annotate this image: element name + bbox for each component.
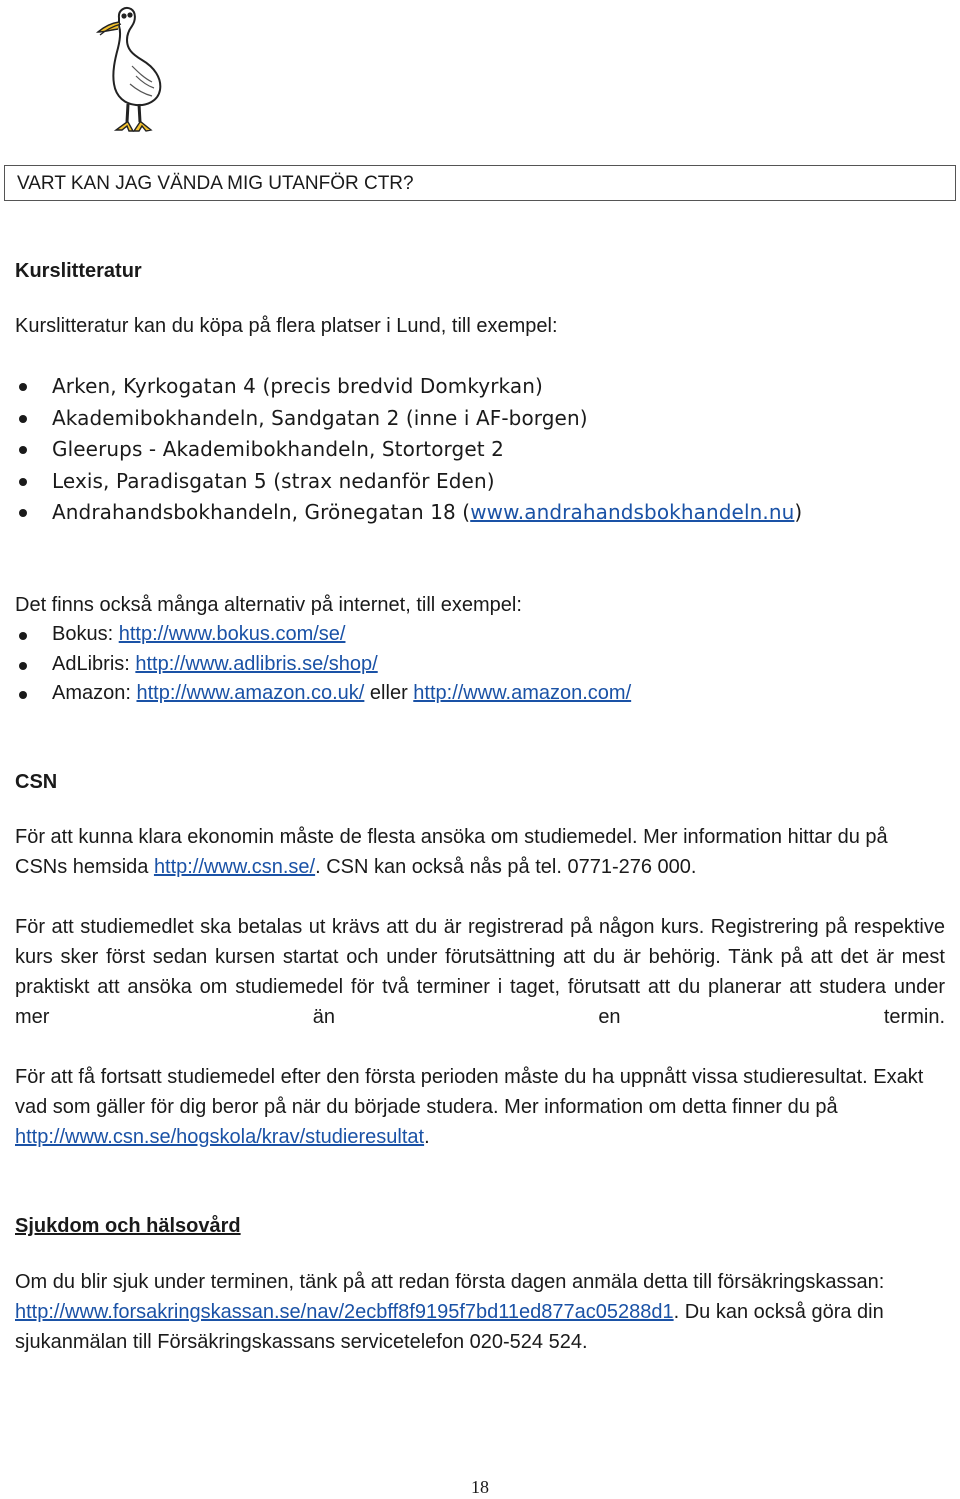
page-number: 18 bbox=[471, 1477, 489, 1497]
online-intro: Det finns också många alternativ på internet, till exempel: bbox=[15, 594, 522, 616]
csn-heading: CSN bbox=[15, 771, 58, 793]
bookstore-list bbox=[15, 371, 802, 529]
list-item: Akademibokhandeln, Sandgatan 2 (inne i AF-borgen) bbox=[15, 403, 802, 435]
csn-link[interactable]: http://www.csn.se/ bbox=[153, 856, 316, 878]
list-item: Andrahandsbokhandeln, Grönegatan 18 (www.andrahandsbokhandeln.nu) bbox=[15, 497, 802, 529]
list-item: Arken, Kyrkogatan 4 (precis bredvid Domkyrkan) bbox=[15, 371, 802, 403]
list-item: Amazon: http://www.amazon.co.uk/ eller http://www.amazon.com/ bbox=[15, 679, 631, 709]
forsakringskassan-link[interactable]: http://www.forsakringskassan.se/nav/2ecbff8f9195f7bd11ed877ac05288d1 bbox=[15, 1301, 674, 1323]
andrahandsbokhandeln-link[interactable]: www.andrahandsbokhandeln.nu bbox=[470, 500, 795, 524]
list-item: Lexis, Paradisgatan 5 (strax nedanför Eden) bbox=[15, 466, 802, 498]
list-item: Bokus: http://www.bokus.com/se/ bbox=[15, 620, 631, 650]
kurslitteratur-heading: Kurslitteratur bbox=[15, 260, 142, 282]
adlibris-link[interactable]: http://www.adlibris.se/shop/ bbox=[135, 652, 378, 675]
bokus-link[interactable]: http://www.bokus.com/se/ bbox=[118, 623, 346, 645]
list-item: Gleerups - Akademibokhandeln, Stortorget 2 bbox=[15, 434, 802, 466]
csn-paragraph-1: För att kunna klara ekonomin måste de flesta ansöka om studiemedel. Mer information hittar du på CSNs hemsida http://www.csn.se/. CSN kan också nås på tel. 0771-276 000. bbox=[15, 826, 888, 878]
online-store-list bbox=[15, 620, 631, 709]
list-item: AdLibris: http://www.adlibris.se/shop/ bbox=[15, 650, 631, 680]
sjukdom-paragraph: Om du blir sjuk under terminen, tänk på att redan första dagen anmäla detta till försäkringskassan: http://www.forsakringskassan.se/nav/2ecbff8f9195f7bd11ed877ac05288d1. Du kan också göra din sjukanmälan till Försäkringskassans servicetelefon 020-524 524. bbox=[15, 1271, 885, 1353]
page-title: VART KAN JAG VÄNDA MIG UTANFÖR CTR? bbox=[17, 173, 414, 194]
csn-paragraph-2: För att studiemedlet ska betalas ut krävs att du är registrerad på någon kurs. Registrering på respektive kurs sker först sedan kursen startat och under förutsättning att du är behörig. Tänk på att det är mest praktiskt att ansöka om studiemedel för två terminer i taget, förutsatt att du planerar att studera under mer än en termin. bbox=[15, 916, 945, 1028]
goose-logo-icon bbox=[92, 4, 174, 134]
sjukdom-heading: Sjukdom och hälsovård bbox=[15, 1215, 241, 1237]
csn-studieresultat-link[interactable]: http://www.csn.se/hogskola/krav/studieresultat bbox=[15, 1126, 425, 1148]
amazon-com-link[interactable]: http://www.amazon.com/ bbox=[413, 682, 632, 704]
amazon-uk-link[interactable]: http://www.amazon.co.uk/ bbox=[136, 682, 365, 704]
csn-paragraph-3: För att få fortsatt studiemedel efter den första perioden måste du ha uppnått vissa studieresultat. Exakt vad som gäller för dig beror på när du började studera. Mer information om detta finner du på http://www.csn.se/hogskola/krav/studieresultat. bbox=[15, 1066, 924, 1148]
kurslitteratur-intro: Kurslitteratur kan du köpa på flera platser i Lund, till exempel: bbox=[15, 315, 558, 337]
title-box bbox=[4, 165, 956, 201]
